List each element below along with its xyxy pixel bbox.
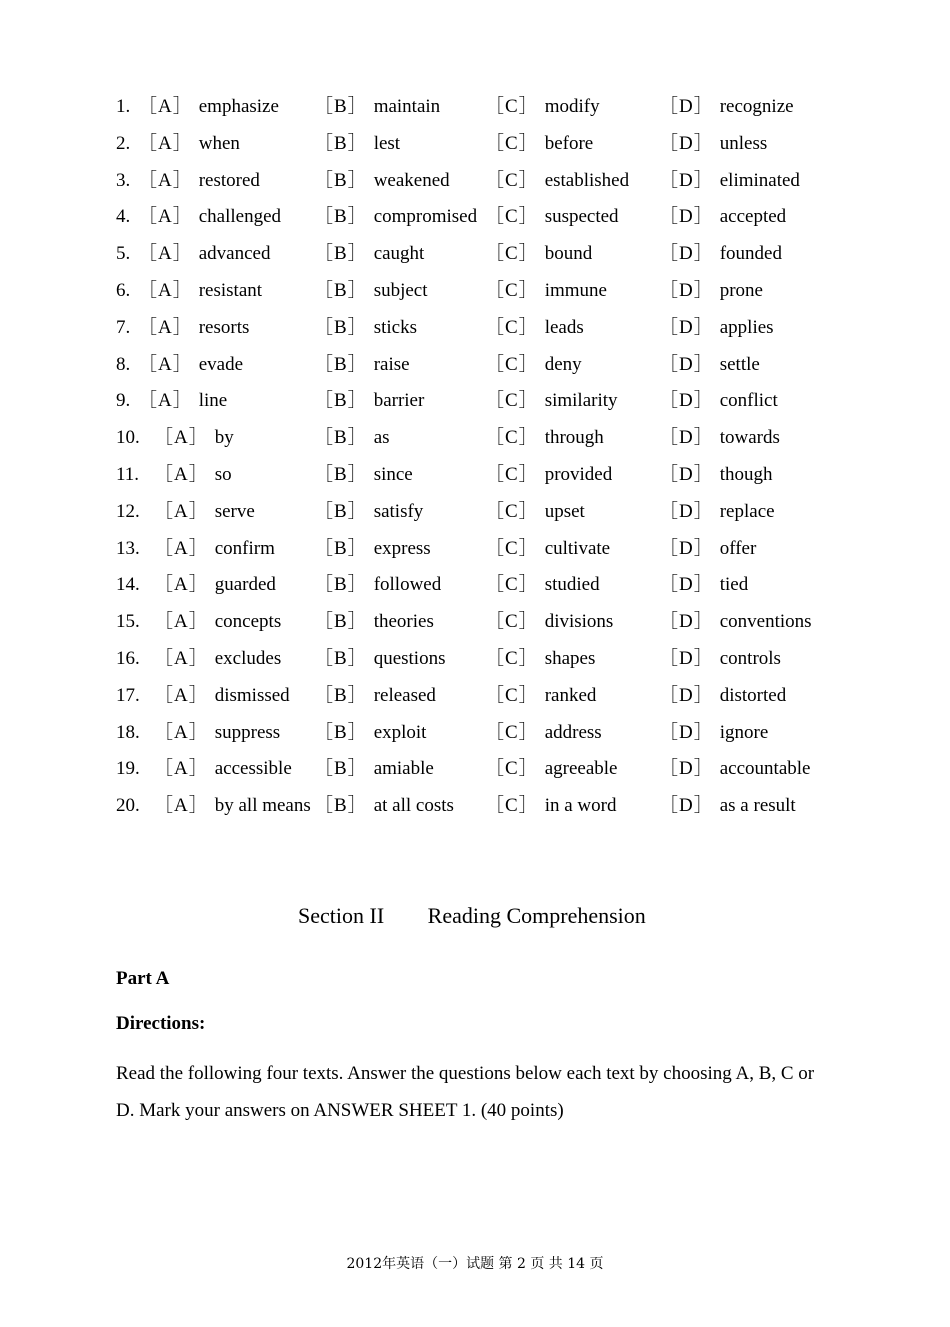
option-d [659,273,763,309]
option-text: followed [373,574,442,596]
option-d [659,751,810,787]
option-letter: ［C］ [485,243,539,265]
option-letter: ［C］ [485,132,539,154]
option-letter: ［B］ [314,427,368,449]
option-text: accessible [214,758,292,780]
option-letter: ［A］ [138,169,193,191]
option-c [485,347,582,383]
question-row [116,273,836,310]
question-row [116,163,836,200]
option-letter: ［A］ [138,316,193,338]
option-letter: ［A］ [154,647,209,669]
question-row [116,494,836,531]
option-text: established [544,169,630,191]
option-text: in a word [544,795,617,817]
option-b [314,236,424,272]
option-b [314,788,454,824]
question-number: 20. [116,795,140,817]
option-a [138,310,249,346]
option-text: excludes [214,647,282,669]
option-letter: ［A］ [138,390,193,412]
option-d [659,494,775,530]
directions-label: Directions: [116,1013,206,1034]
question-number: 5. [116,243,131,265]
option-d [659,310,774,346]
option-text: at all costs [373,795,454,817]
option-letter: ［C］ [485,316,539,338]
option-letter: ［B］ [314,463,368,485]
option-d [659,236,782,272]
option-text: accepted [719,206,787,228]
option-text: dismissed [214,684,290,706]
section-number: Section II [298,903,385,928]
option-text: released [373,684,436,706]
question-number: 12. [116,500,140,522]
option-letter: ［C］ [485,279,539,301]
option-text: serve [214,500,255,522]
option-d [659,604,812,640]
option-text: concepts [214,611,282,633]
option-letter: ［A］ [138,96,193,117]
option-text: replace [719,500,775,522]
question-number: 9. [116,390,131,412]
option-letter: ［B］ [314,279,368,301]
option-letter: ［C］ [485,795,539,817]
option-letter: ［C］ [485,758,539,780]
option-letter: ［B］ [314,500,368,522]
option-letter: ［D］ [659,463,714,485]
option-text: conventions [719,611,812,633]
option-letter: ［D］ [659,721,714,743]
option-letter: ［D］ [659,647,714,669]
option-text: shapes [544,647,596,669]
question-row [116,383,836,420]
option-d [659,383,778,419]
question-number: 15. [116,611,140,633]
option-letter: ［D］ [659,316,714,338]
question-row [116,567,836,604]
option-text: raise [373,353,410,375]
question-number: 19. [116,758,140,780]
option-text: evade [198,353,244,375]
question-row [116,89,836,126]
option-b [314,199,477,235]
option-letter: ［A］ [154,500,209,522]
question-row [116,347,836,384]
option-text: sticks [373,316,417,338]
option-letter: ［B］ [314,758,368,780]
option-text: accountable [719,758,811,780]
option-text: modify [544,96,600,117]
option-d [659,420,780,456]
question-number: 1. [116,96,131,117]
option-b [314,163,450,199]
option-text: ignore [719,721,769,743]
option-letter: ［A］ [154,611,209,633]
option-text: compromised [373,206,478,228]
option-a [138,89,279,125]
question-number: 17. [116,684,140,706]
option-a [138,273,262,309]
option-letter: ［C］ [485,537,539,559]
option-letter: ［C］ [485,721,539,743]
option-letter: ［B］ [314,574,368,596]
option-text: suppress [214,721,281,743]
option-text: suspected [544,206,619,228]
option-b [314,457,413,493]
option-b [314,604,434,640]
option-text: upset [544,500,585,522]
option-b [314,273,428,309]
option-text: bound [544,243,593,265]
option-letter: ［C］ [485,611,539,633]
option-letter: ［D］ [659,537,714,559]
part-heading: Part A [116,968,170,989]
option-c [485,457,612,493]
option-text: maintain [373,96,441,117]
option-c [485,89,600,125]
question-number: 8. [116,353,131,375]
option-text: similarity [544,390,618,412]
question-row [116,788,836,825]
option-letter: ［C］ [485,684,539,706]
option-letter: ［D］ [659,500,714,522]
option-c [485,199,619,235]
option-text: applies [719,316,774,338]
option-letter: ［D］ [659,279,714,301]
option-letter: ［A］ [138,132,193,154]
option-a [138,383,227,419]
option-c [485,310,584,346]
option-text: tied [719,574,749,596]
option-letter: ［A］ [138,279,193,301]
option-letter: ［D］ [659,243,714,265]
option-letter: ［C］ [485,96,539,117]
option-text: questions [373,647,446,669]
question-row [116,420,836,457]
option-b [314,751,434,787]
option-c [485,383,618,419]
option-d [659,641,781,677]
option-letter: ［B］ [314,316,368,338]
option-text: conflict [719,390,778,412]
option-text: amiable [373,758,434,780]
option-c [485,420,604,456]
option-text: emphasize [198,96,279,117]
option-letter: ［C］ [485,390,539,412]
option-letter: ［D］ [659,353,714,375]
option-c [485,678,596,714]
option-text: since [373,463,413,485]
section-heading [298,903,646,929]
option-b [314,347,410,383]
option-text: recognize [719,96,794,117]
option-text: so [214,463,232,485]
option-letter: ［D］ [659,206,714,228]
option-letter: ［A］ [138,206,193,228]
option-d [659,678,786,714]
option-letter: ［D］ [659,169,714,191]
question-row [116,236,836,273]
option-letter: ［C］ [485,647,539,669]
option-a [154,567,276,603]
option-d [659,457,773,493]
option-text: restored [198,169,260,191]
option-text: theories [373,611,434,633]
option-text: address [544,721,602,743]
option-d [659,347,760,383]
question-number: 16. [116,647,140,669]
question-number: 2. [116,132,131,154]
option-text: provided [544,463,613,485]
option-c [485,567,600,603]
option-text: divisions [544,611,614,633]
question-number: 3. [116,169,131,191]
option-letter: ［D］ [659,390,714,412]
option-text: satisfy [373,500,424,522]
option-text: controls [719,647,781,669]
option-text: ranked [544,684,597,706]
option-text: as [373,427,390,449]
option-letter: ［B］ [314,537,368,559]
option-d [659,163,800,199]
option-c [485,126,593,162]
option-b [314,494,423,530]
option-text: caught [373,243,425,265]
option-text: resistant [198,279,263,301]
option-a [138,126,240,162]
option-c [485,236,592,272]
page-footer: 2012年英语（一）试题 第 2 页 共 14 页 [346,1256,604,1272]
option-d [659,567,748,603]
option-b [314,383,424,419]
option-letter: ［B］ [314,647,368,669]
option-letter: ［C］ [485,427,539,449]
question-list [116,89,836,825]
option-text: challenged [198,206,282,228]
directions-text: Read the following four texts. Answer the questions below each text by choosing A, B, C or D. Mark your answers on ANSWER SHEET 1. (40 points) [116,1063,815,1121]
option-letter: ［B］ [314,96,368,117]
option-letter: ［C］ [485,574,539,596]
option-d [659,788,796,824]
option-a [138,347,243,383]
question-number: 10. [116,427,140,449]
option-text: as a result [719,795,796,817]
option-c [485,163,629,199]
option-b [314,715,426,751]
question-number: 6. [116,279,131,301]
option-a [154,751,292,787]
option-letter: ［C］ [485,353,539,375]
option-text: though [719,463,773,485]
option-text: cultivate [544,537,611,559]
option-text: settle [719,353,760,375]
option-letter: ［A］ [154,721,209,743]
option-text: eliminated [719,169,800,191]
option-c [485,531,610,567]
option-a [154,678,290,714]
question-row [116,751,836,788]
option-letter: ［B］ [314,721,368,743]
question-row [116,604,836,641]
question-number: 7. [116,316,131,338]
option-letter: ［A］ [154,463,209,485]
option-b [314,126,400,162]
option-a [154,420,234,456]
option-letter: ［A］ [154,684,209,706]
question-row [116,310,836,347]
option-letter: ［A］ [138,243,193,265]
question-number: 13. [116,537,140,559]
question-number: 18. [116,721,140,743]
option-letter: ［D］ [659,427,714,449]
option-text: lest [373,132,401,154]
option-b [314,531,431,567]
option-letter: ［D］ [659,611,714,633]
option-text: distorted [719,684,787,706]
option-text: immune [544,279,607,301]
option-text: weakened [373,169,450,191]
option-a [154,641,281,677]
option-letter: ［C］ [485,463,539,485]
option-letter: ［D］ [659,96,714,117]
option-text: subject [373,279,428,301]
option-text: line [198,390,228,412]
option-letter: ［B］ [314,611,368,633]
question-number: 11. [116,463,140,485]
option-letter: ［C］ [485,206,539,228]
option-b [314,310,417,346]
option-text: guarded [214,574,276,596]
section-title: Reading Comprehension [427,903,646,928]
option-letter: ［A］ [154,758,209,780]
option-text: offer [719,537,757,559]
option-a [154,788,311,824]
option-c [485,788,616,824]
option-text: leads [544,316,584,338]
option-letter: ［B］ [314,353,368,375]
option-text: by all means [214,795,311,817]
option-letter: ［A］ [154,427,209,449]
question-row [116,126,836,163]
option-d [659,199,786,235]
option-text: towards [719,427,780,449]
option-text: prone [719,279,763,301]
option-a [138,199,281,235]
option-c [485,751,617,787]
option-a [138,163,260,199]
option-b [314,641,445,677]
question-row [116,531,836,568]
option-d [659,89,794,125]
question-row [116,715,836,752]
option-letter: ［B］ [314,684,368,706]
option-text: express [373,537,431,559]
option-text: resorts [198,316,250,338]
option-letter: ［D］ [659,574,714,596]
option-text: founded [719,243,782,265]
option-letter: ［C］ [485,169,539,191]
option-letter: ［B］ [314,390,368,412]
option-text: barrier [373,390,425,412]
question-row [116,199,836,236]
question-row [116,457,836,494]
option-c [485,715,602,751]
option-text: studied [544,574,600,596]
question-row [116,641,836,678]
option-c [485,604,613,640]
option-text: advanced [198,243,271,265]
option-text: before [544,132,594,154]
option-letter: ［D］ [659,684,714,706]
option-letter: ［A］ [154,574,209,596]
option-letter: ［B］ [314,132,368,154]
option-text: when [198,132,240,154]
option-letter: ［A］ [138,353,193,375]
option-letter: ［B］ [314,206,368,228]
question-row [116,678,836,715]
option-b [314,420,390,456]
option-a [154,457,232,493]
option-a [154,604,281,640]
option-d [659,126,767,162]
option-c [485,641,595,677]
option-letter: ［B］ [314,169,368,191]
option-a [138,236,270,272]
option-letter: ［A］ [154,795,209,817]
question-number: 14. [116,574,140,596]
option-text: deny [544,353,582,375]
option-letter: ［A］ [154,537,209,559]
option-b [314,89,440,125]
option-c [485,273,607,309]
option-a [154,531,275,567]
option-a [154,715,280,751]
option-b [314,567,441,603]
option-text: exploit [373,721,427,743]
option-letter: ［D］ [659,758,714,780]
option-d [659,531,756,567]
option-a [154,494,255,530]
option-letter: ［C］ [485,500,539,522]
option-text: by [214,427,234,449]
option-c [485,494,585,530]
option-d [659,715,768,751]
option-text: through [544,427,604,449]
option-text: agreeable [544,758,618,780]
question-number: 4. [116,206,131,228]
option-letter: ［D］ [659,132,714,154]
option-letter: ［B］ [314,243,368,265]
option-letter: ［D］ [659,795,714,817]
option-text: unless [719,132,768,154]
option-b [314,678,436,714]
option-letter: ［B］ [314,795,368,817]
option-text: confirm [214,537,275,559]
